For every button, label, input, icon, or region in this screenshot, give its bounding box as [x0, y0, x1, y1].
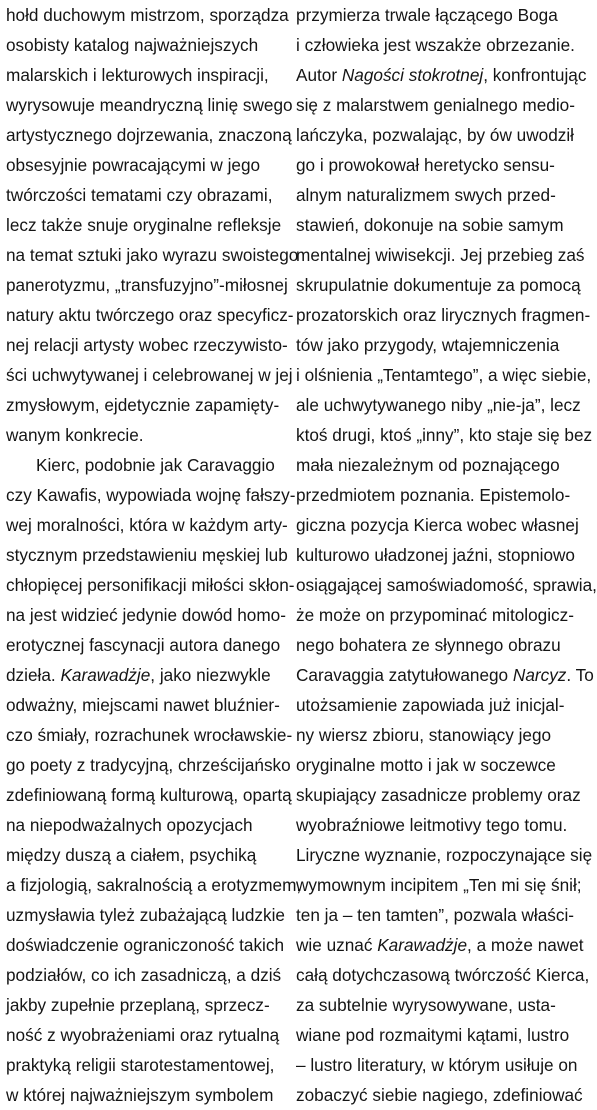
text-line	[296, 720, 551, 750]
text-line	[6, 720, 292, 750]
text-line	[296, 1080, 583, 1110]
text-segment: doświadczenie ograniczoność takich	[6, 935, 285, 955]
text-segment: wyrysowuje meandryczną linię swego	[6, 95, 293, 115]
text-segment: osiągającej samoświadomość, sprawia,	[296, 575, 597, 595]
text-line	[6, 0, 289, 30]
text-segment: tów jako przygody, wtajemniczenia	[296, 335, 560, 355]
text-line	[6, 810, 253, 840]
text-segment: nego bohatera ze słynnego obrazu	[296, 635, 561, 655]
text-segment: zmysłowym, ejdetycznie zapamięty-	[6, 395, 280, 415]
text-line	[296, 780, 581, 810]
text-segment: prozatorskich oraz lirycznych fragmen-	[296, 305, 591, 325]
text-segment: i człowieka jest wszakże obrzezanie.	[296, 35, 575, 55]
text-segment: kulturowo uładzonej jaźni, stopniowo	[296, 545, 575, 565]
text-line	[6, 600, 286, 630]
text-segment: wiane pod rozmaitymi kątami, lustro	[296, 1025, 570, 1045]
text-line	[6, 960, 281, 990]
text-segment: ści uchwytywanej i celebrowanej w jej	[6, 365, 293, 385]
text-line	[6, 420, 144, 450]
text-line	[296, 450, 560, 480]
italic-title: Karawadżje	[377, 935, 468, 955]
text-segment: obsesyjnie powracającymi w jego	[6, 155, 261, 175]
text-segment: skupiający zasadnicze problemy oraz	[296, 785, 581, 805]
text-line	[296, 330, 559, 360]
text-line	[296, 60, 586, 90]
text-line	[296, 600, 574, 630]
text-line	[6, 1050, 274, 1080]
text-line	[296, 510, 579, 540]
text-segment: się z malarstwem genialnego medio-	[296, 95, 575, 115]
text-segment: na temat sztuki jako wyrazu swoistego	[6, 245, 299, 265]
text-line	[296, 150, 555, 180]
text-segment: Caravaggia zatytułowanego	[296, 665, 513, 685]
text-segment: ny wiersz zbioru, stanowiący jego	[296, 725, 552, 745]
text-line	[6, 120, 292, 150]
text-line	[296, 30, 575, 60]
text-line	[6, 510, 288, 540]
text-line	[6, 840, 256, 870]
text-segment: nej relacji artysty wobec rzeczywisto-	[6, 335, 288, 355]
text-line	[6, 30, 258, 60]
text-segment: ten ja – ten tamten”, pozwala właści-	[296, 905, 574, 925]
text-segment: – lustro literatury, w którym usiłuje on	[296, 1055, 578, 1075]
text-line	[6, 390, 279, 420]
text-segment: giczna pozycja Kierca wobec własnej	[296, 515, 579, 535]
text-line	[6, 1020, 279, 1050]
text-segment: całą dotychczasową twórczość Kierca,	[296, 965, 590, 985]
text-line	[296, 630, 561, 660]
text-segment: między duszą a ciałem, psychiką	[6, 845, 257, 865]
text-line	[296, 900, 574, 930]
text-line	[6, 300, 294, 330]
text-segment: lecz także snuje oryginalne refleksje	[6, 215, 282, 235]
text-line	[296, 390, 581, 420]
text-segment: Kierc, podobnie jak Caravaggio	[36, 455, 275, 475]
text-line	[296, 0, 558, 30]
text-line	[6, 450, 275, 480]
text-segment: ale uchwytywanego niby „nie-ja”, lecz	[296, 395, 581, 415]
text-segment: podziałów, co ich zasadniczą, a dziś	[6, 965, 282, 985]
text-segment: skrupulatnie dokumentuje za pomocą	[296, 275, 581, 295]
text-segment: w której najważniejszym symbolem	[6, 1085, 274, 1105]
text-line	[296, 90, 575, 120]
italic-title: Nagości stokrotnej	[341, 65, 484, 85]
text-segment: wanym konkrecie.	[6, 425, 144, 445]
text-segment: twórczości tematami czy obrazami,	[6, 185, 273, 205]
text-line	[6, 240, 298, 270]
text-segment: za subtelnie wyrysowywane, usta-	[296, 995, 556, 1015]
text-line	[6, 270, 288, 300]
text-segment: natury aktu twórczego oraz specyficz-	[6, 305, 294, 325]
text-segment: i olśnienia „Tentamtego”, a więc siebie,	[296, 365, 592, 385]
text-segment: przymierza trwale łączącego Boga	[296, 5, 558, 25]
text-line	[296, 570, 597, 600]
text-segment: , konfrontując	[483, 65, 587, 85]
text-segment: czy Kawafis, wypowiada wojnę fałszy-	[6, 485, 296, 505]
text-line	[296, 240, 585, 270]
text-segment: ność z wyobrażeniami oraz rytualną	[6, 1025, 280, 1045]
text-segment: jakby zupełnie przeplaną, sprzecz-	[6, 995, 270, 1015]
text-segment: praktyką religii starotestamentowej,	[6, 1055, 275, 1075]
text-line	[6, 660, 271, 690]
text-segment: na niepodważalnych opozycjach	[6, 815, 253, 835]
text-segment: dzieła.	[6, 665, 61, 685]
text-line	[296, 660, 594, 690]
text-segment: mała niezależnym od poznającego	[296, 455, 560, 475]
text-line	[6, 870, 301, 900]
text-segment: zobaczyć siebie nagiego, zdefiniować	[296, 1085, 583, 1105]
italic-title: Karawadżje	[60, 665, 151, 685]
text-segment: erotycznej fascynacji autora danego	[6, 635, 281, 655]
text-line	[6, 900, 285, 930]
text-line	[296, 120, 574, 150]
text-line	[296, 930, 584, 960]
text-line	[6, 360, 293, 390]
text-segment: stawień, dokonuje na sobie samym	[296, 215, 564, 235]
text-line	[296, 540, 575, 570]
text-line	[296, 1020, 569, 1050]
text-segment: chłopięcej personifikacji miłości skłon-	[6, 575, 295, 595]
text-line	[296, 960, 589, 990]
text-segment: malarskich i lekturowych inspiracji,	[6, 65, 269, 85]
text-segment: go i prowokował heretycko sensu-	[296, 155, 555, 175]
text-line	[6, 780, 292, 810]
text-line	[6, 1080, 273, 1110]
text-segment: wymownym incipitem „Ten mi się śnił;	[296, 875, 582, 895]
text-line	[296, 750, 556, 780]
text-line	[6, 480, 295, 510]
text-line	[6, 180, 272, 210]
text-line	[296, 480, 570, 510]
text-segment: że może on przypominać mitologicz-	[296, 605, 574, 625]
text-line	[6, 690, 280, 720]
text-segment: artystycznego dojrzewania, znaczoną	[6, 125, 292, 145]
text-line	[296, 870, 582, 900]
text-segment: , a może nawet	[467, 935, 584, 955]
text-segment: zdefiniowaną formą kulturową, opartą	[6, 785, 292, 805]
text-line	[6, 150, 260, 180]
text-line	[6, 750, 291, 780]
text-segment: hołd duchowym mistrzom, sporządza	[6, 5, 289, 25]
text-line	[296, 210, 564, 240]
text-segment: panerotyzmu, „transfuzyjno”-miłosnej	[6, 275, 288, 295]
text-line	[6, 570, 294, 600]
text-line	[296, 180, 556, 210]
text-segment: uzmysławia tyleż zubażającą ludzkie	[6, 905, 285, 925]
text-segment: ktoś drugi, ktoś „inny”, kto staje się bez	[296, 425, 593, 445]
text-segment: wie uznać	[296, 935, 378, 955]
text-segment: . To	[566, 665, 594, 685]
text-line	[296, 360, 591, 390]
text-segment: lańczyka, pozwalając, by ów uwodził	[296, 125, 574, 145]
italic-title: Narcyz	[512, 665, 567, 685]
text-line	[6, 990, 270, 1020]
text-segment: oryginalne motto i jak w soczewce	[296, 755, 556, 775]
text-segment: wyobraźniowe leitmotivy tego tomu.	[296, 815, 568, 835]
text-segment: , jako niezwykle	[150, 665, 271, 685]
text-segment: Autor	[296, 65, 342, 85]
text-line	[6, 210, 281, 240]
text-segment: odważny, miejscami nawet bluźnier-	[6, 695, 280, 715]
text-line	[296, 840, 592, 870]
text-line	[6, 540, 288, 570]
text-line	[6, 60, 269, 90]
text-segment: przedmiotem poznania. Epistemolo-	[296, 485, 571, 505]
text-segment: alnym naturalizmem swych przed-	[296, 185, 556, 205]
text-line	[296, 300, 590, 330]
text-segment: stycznym przedstawieniu męskiej lub	[6, 545, 288, 565]
text-line	[296, 1050, 577, 1080]
text-line	[296, 420, 592, 450]
text-segment: osobisty katalog najważniejszych	[6, 35, 259, 55]
text-segment: czo śmiały, rozrachunek wrocławskie-	[6, 725, 293, 745]
text-segment: na jest widzieć jedynie dowód homo-	[6, 605, 286, 625]
text-line	[6, 90, 293, 120]
text-line	[6, 630, 280, 660]
text-line	[296, 990, 556, 1020]
text-line	[6, 930, 284, 960]
text-segment: wej moralności, która w każdym arty-	[6, 515, 288, 535]
text-line	[296, 810, 567, 840]
text-segment: a fizjologią, sakralnością a erotyzmem,	[6, 875, 302, 895]
text-segment: mentalnej wiwisekcji. Jej przebieg zaś	[296, 245, 585, 265]
text-segment: go poety z tradycyjną, chrześcijańsko	[6, 755, 291, 775]
text-line	[296, 690, 564, 720]
text-line	[6, 330, 288, 360]
text-segment: utożsamienie zapowiada już inicjal-	[296, 695, 565, 715]
text-line	[296, 270, 581, 300]
text-segment: Liryczne wyznanie, rozpoczynające się	[296, 845, 593, 865]
